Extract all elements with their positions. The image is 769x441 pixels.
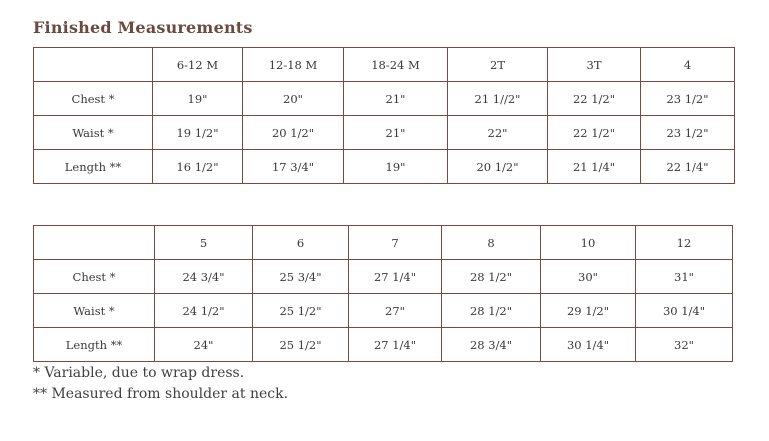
table-cell: 21" — [344, 116, 448, 150]
table-row — [34, 260, 733, 294]
table-cell: 19 1/2" — [153, 116, 243, 150]
table-cell: 25 1/2" — [253, 294, 349, 328]
measurements-table-1 — [33, 47, 735, 184]
table-row — [34, 150, 735, 184]
header-cell: 6 — [253, 226, 349, 260]
table-cell: 27" — [349, 294, 442, 328]
table-cell: 22 1/2" — [548, 116, 641, 150]
table-cell: 25 3/4" — [253, 260, 349, 294]
header-cell: 5 — [155, 226, 253, 260]
header-cell — [34, 48, 153, 82]
header-cell: 18-24 M — [344, 48, 448, 82]
header-cell: 2T — [448, 48, 548, 82]
table-cell: 23 1/2" — [641, 82, 735, 116]
footnotes — [33, 363, 288, 405]
table-header-row — [34, 48, 735, 82]
row-label: Length ** — [34, 150, 153, 184]
table-cell: 21 1//2" — [448, 82, 548, 116]
table-row — [34, 328, 733, 362]
table-cell: 31" — [636, 260, 733, 294]
table-cell: 17 3/4" — [243, 150, 344, 184]
table-cell: 19" — [344, 150, 448, 184]
table-cell: 28 3/4" — [442, 328, 541, 362]
table-row — [34, 294, 733, 328]
table-cell: 22" — [448, 116, 548, 150]
table-cell: 19" — [153, 82, 243, 116]
footnote-shoulder: ** Measured from shoulder at neck. — [33, 386, 289, 402]
table-header-row — [34, 226, 733, 260]
row-label: Chest * — [34, 260, 155, 294]
footnote-wrap-dress: * Variable, due to wrap dress. — [33, 365, 245, 381]
table-cell: 25 1/2" — [253, 328, 349, 362]
header-cell: 3T — [548, 48, 641, 82]
table-row — [34, 116, 735, 150]
header-cell: 12 — [636, 226, 733, 260]
table-cell: 22 1/2" — [548, 82, 641, 116]
table-cell: 20 1/2" — [243, 116, 344, 150]
table-cell: 21" — [344, 82, 448, 116]
table-cell: 30 1/4" — [636, 294, 733, 328]
table-cell: 20 1/2" — [448, 150, 548, 184]
table-cell: 29 1/2" — [541, 294, 636, 328]
header-cell: 12-18 M — [243, 48, 344, 82]
table-cell: 30 1/4" — [541, 328, 636, 362]
table-cell: 23 1/2" — [641, 116, 735, 150]
table-row — [34, 82, 735, 116]
table-cell: 28 1/2" — [442, 294, 541, 328]
header-cell: 7 — [349, 226, 442, 260]
measurements-table-2 — [33, 225, 733, 362]
row-label: Waist * — [34, 294, 155, 328]
table-cell: 20" — [243, 82, 344, 116]
table-cell: 27 1/4" — [349, 328, 442, 362]
row-label: Waist * — [34, 116, 153, 150]
table-cell: 24" — [155, 328, 253, 362]
table-cell: 28 1/2" — [442, 260, 541, 294]
page-title: Finished Measurements — [33, 18, 253, 37]
table-cell: 32" — [636, 328, 733, 362]
table-cell: 22 1/4" — [641, 150, 735, 184]
header-cell — [34, 226, 155, 260]
table-cell: 16 1/2" — [153, 150, 243, 184]
row-label: Length ** — [34, 328, 155, 362]
table-cell: 27 1/4" — [349, 260, 442, 294]
header-cell: 6-12 M — [153, 48, 243, 82]
row-label: Chest * — [34, 82, 153, 116]
header-cell: 4 — [641, 48, 735, 82]
table-cell: 30" — [541, 260, 636, 294]
table-cell: 24 1/2" — [155, 294, 253, 328]
header-cell: 10 — [541, 226, 636, 260]
table-cell: 21 1/4" — [548, 150, 641, 184]
table-cell: 24 3/4" — [155, 260, 253, 294]
header-cell: 8 — [442, 226, 541, 260]
